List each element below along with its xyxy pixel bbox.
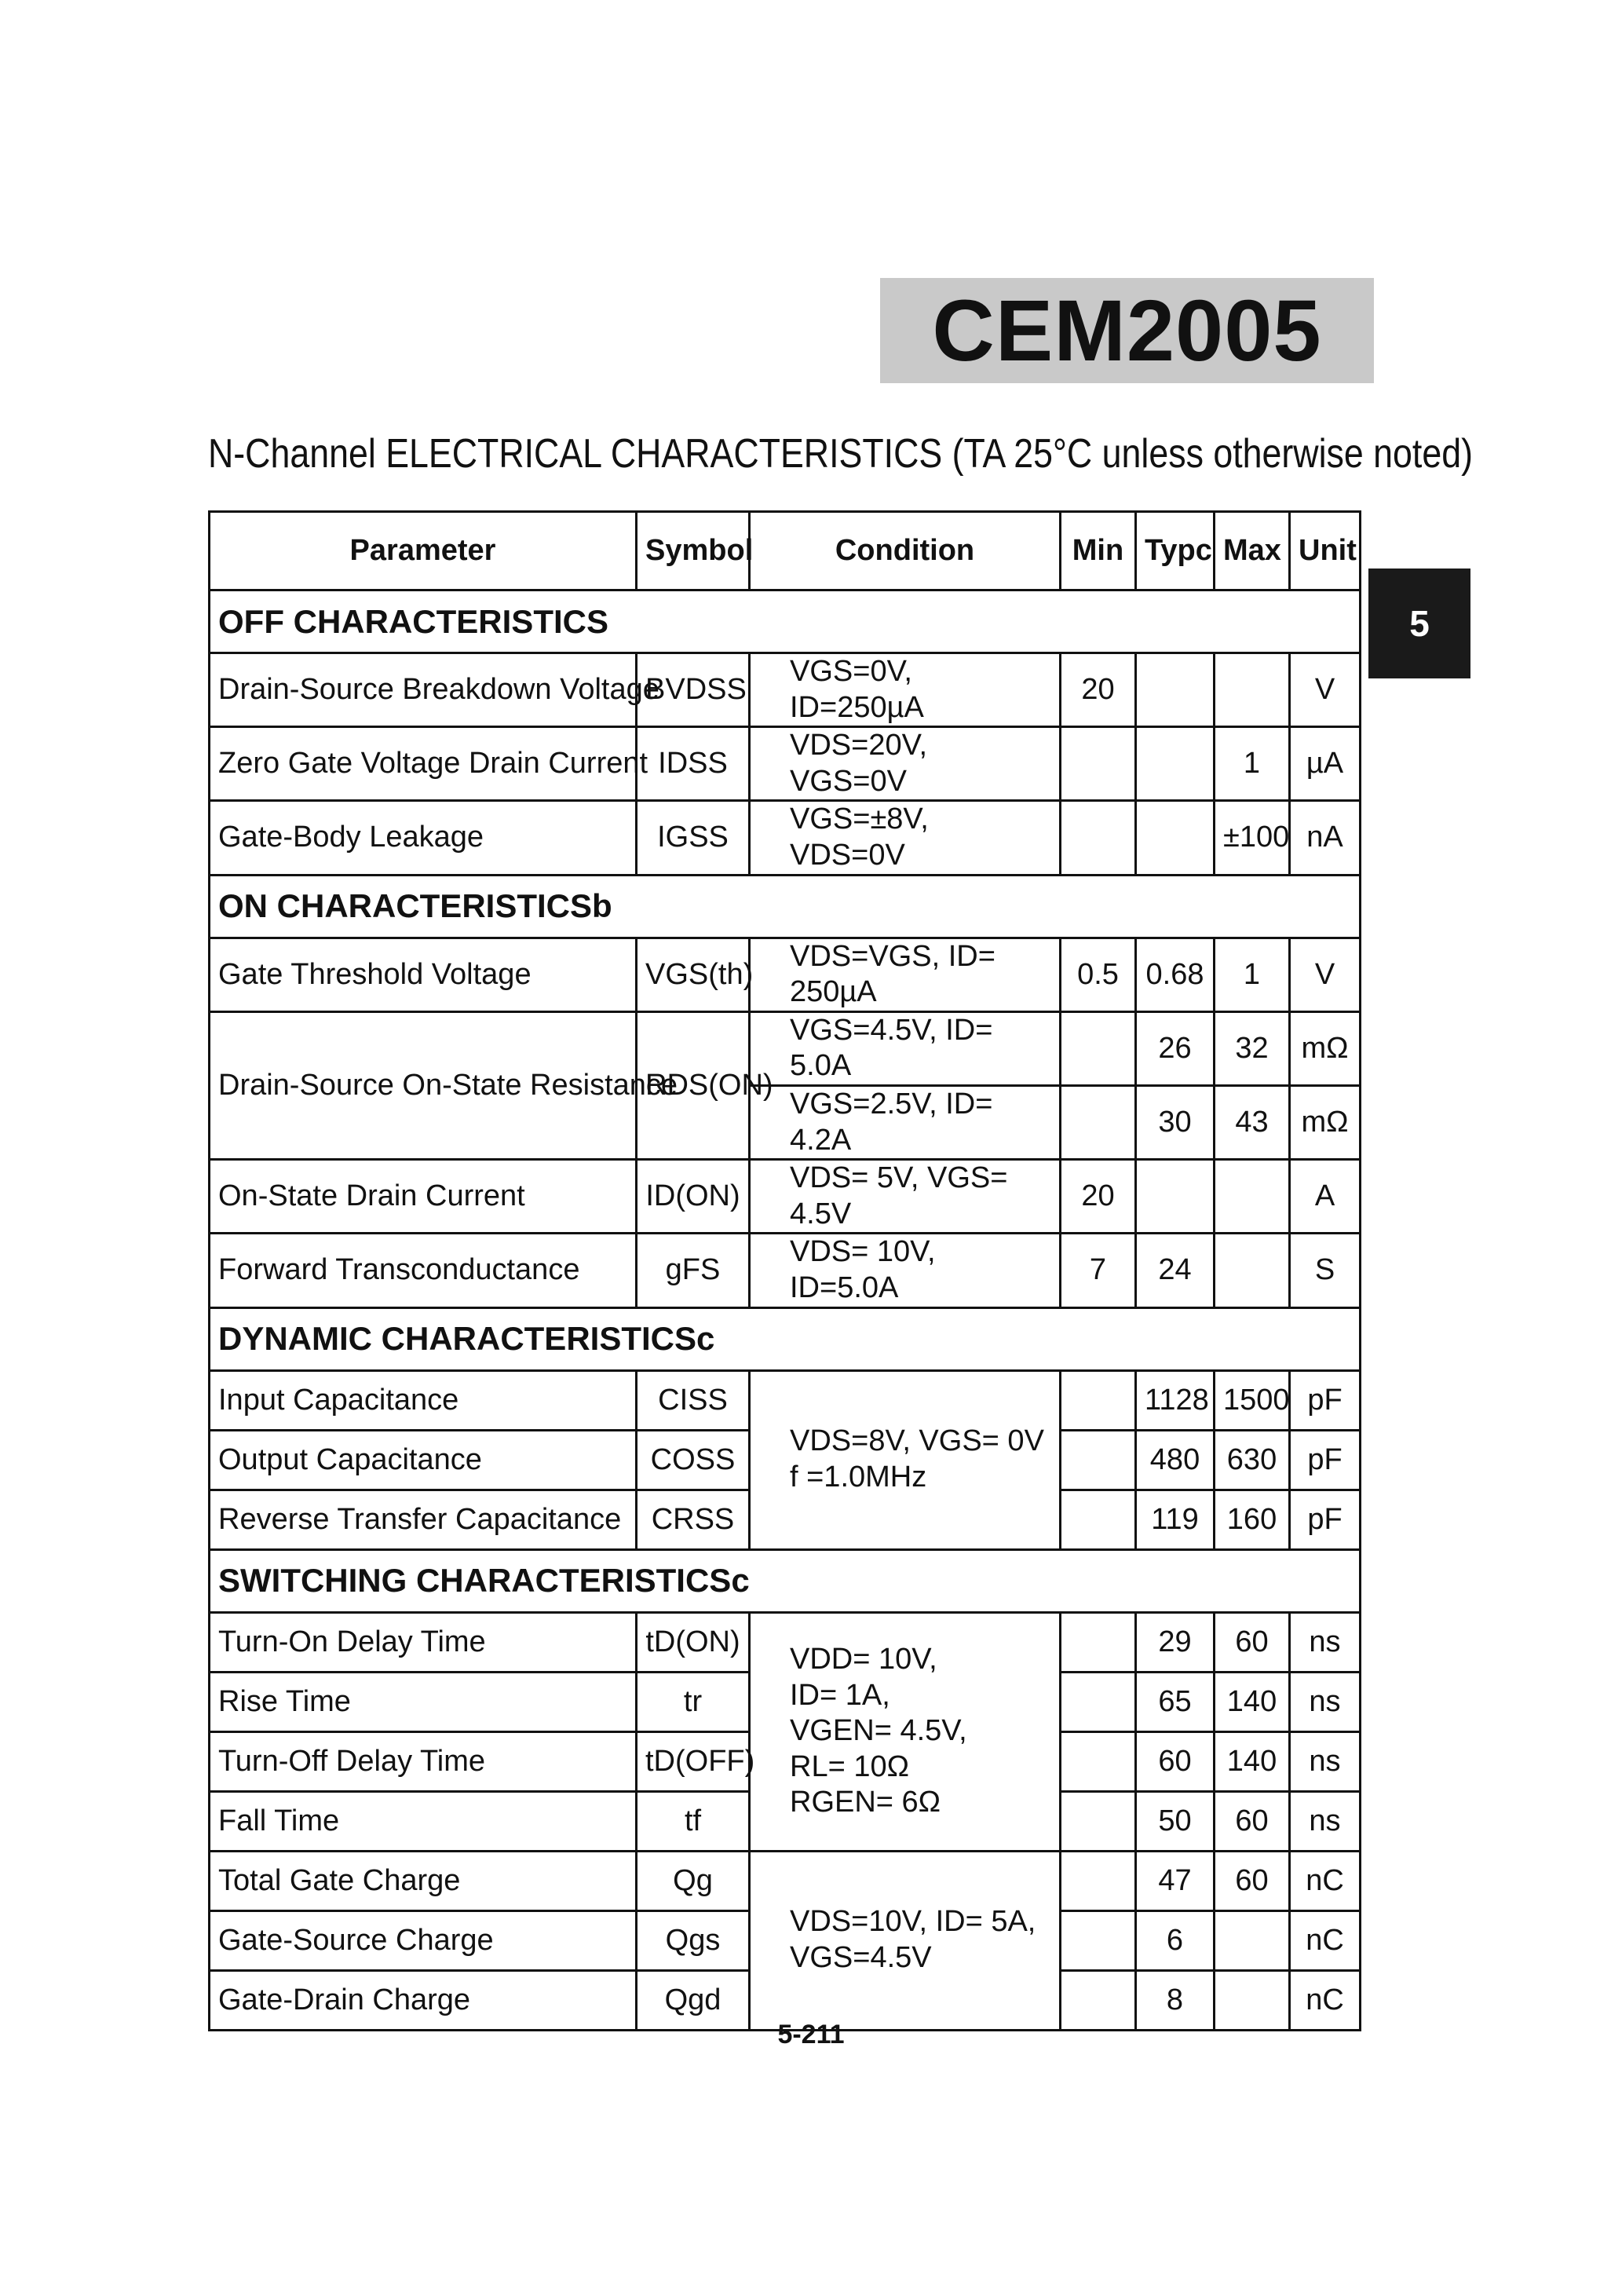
- unit-cell: S: [1290, 1234, 1361, 1307]
- typ-cell: 0.68: [1136, 938, 1215, 1011]
- typ-cell: 1128: [1136, 1370, 1215, 1430]
- unit-cell: ns: [1290, 1731, 1361, 1791]
- symbol-cell: RDS(ON): [637, 1011, 750, 1159]
- header-condition: Condition: [750, 512, 1061, 590]
- section-heading: N-Channel ELECTRICAL CHARACTERISTICS (TA 25°C unless otherwise noted): [208, 431, 1473, 477]
- param-cell: Gate-Body Leakage: [210, 801, 637, 875]
- max-cell: [1215, 1910, 1290, 1970]
- unit-cell: ns: [1290, 1612, 1361, 1672]
- section-row-off: [210, 590, 1361, 653]
- table-row: [210, 938, 1361, 1011]
- max-cell: 1500: [1215, 1370, 1290, 1430]
- min-cell: [1061, 1731, 1136, 1791]
- param-cell: Turn-Off Delay Time: [210, 1731, 637, 1791]
- unit-cell: nC: [1290, 1970, 1361, 2030]
- symbol-cell: CRSS: [637, 1490, 750, 1549]
- min-cell: [1061, 1612, 1136, 1672]
- max-cell: 60: [1215, 1851, 1290, 1910]
- unit-cell: nC: [1290, 1851, 1361, 1910]
- typ-cell: 60: [1136, 1731, 1215, 1791]
- param-cell: Gate-Source Charge: [210, 1910, 637, 1970]
- condition-cell: VDS=VGS, ID= 250µA: [750, 938, 1061, 1011]
- unit-cell: ns: [1290, 1672, 1361, 1731]
- symbol-cell: tr: [637, 1672, 750, 1731]
- typ-cell: [1136, 801, 1215, 875]
- typ-cell: 119: [1136, 1490, 1215, 1549]
- header-max: Max: [1215, 512, 1290, 590]
- condition-cell: VGS=4.5V, ID= 5.0A: [750, 1011, 1061, 1085]
- min-cell: [1061, 1851, 1136, 1910]
- param-cell: Output Capacitance: [210, 1430, 637, 1490]
- param-cell: Fall Time: [210, 1791, 637, 1851]
- symbol-cell: Qgd: [637, 1970, 750, 2030]
- condition-cell: VDS= 10V, ID=5.0A: [750, 1234, 1061, 1307]
- table-row: [210, 1234, 1361, 1307]
- condition-cell: VDS=8V, VGS= 0V f =1.0MHz: [750, 1370, 1061, 1549]
- header-symbol: Symbol: [637, 512, 750, 590]
- min-cell: [1061, 1370, 1136, 1430]
- electrical-characteristics-table: [208, 510, 1361, 2031]
- min-cell: 20: [1061, 1160, 1136, 1234]
- condition-cell: VGS=0V, ID=250µA: [750, 653, 1061, 727]
- symbol-cell: Qgs: [637, 1910, 750, 1970]
- condition-cell: VDD= 10V, ID= 1A, VGEN= 4.5V, RL= 10Ω RGEN= 6Ω: [750, 1612, 1061, 1851]
- table-row: [210, 1011, 1361, 1085]
- table-row: [210, 1370, 1361, 1430]
- max-cell: ±100: [1215, 801, 1290, 875]
- min-cell: [1061, 1672, 1136, 1731]
- typ-cell: 29: [1136, 1612, 1215, 1672]
- table-row: [210, 1160, 1361, 1234]
- condition-cell: VGS=2.5V, ID= 4.2A: [750, 1085, 1061, 1159]
- part-number-box: [880, 278, 1374, 383]
- condition-cell: VDS=10V, ID= 5A, VGS=4.5V: [750, 1851, 1061, 2030]
- param-cell: Drain-Source On-State Resistance: [210, 1011, 637, 1159]
- param-cell: Gate Threshold Voltage: [210, 938, 637, 1011]
- header-min: Min: [1061, 512, 1136, 590]
- symbol-cell: BVDSS: [637, 653, 750, 727]
- min-cell: 7: [1061, 1234, 1136, 1307]
- section-row-dynamic: [210, 1307, 1361, 1370]
- unit-cell: pF: [1290, 1370, 1361, 1430]
- typ-cell: 480: [1136, 1430, 1215, 1490]
- param-cell: Rise Time: [210, 1672, 637, 1731]
- typ-cell: 24: [1136, 1234, 1215, 1307]
- unit-cell: mΩ: [1290, 1085, 1361, 1159]
- symbol-cell: COSS: [637, 1430, 750, 1490]
- min-cell: 20: [1061, 653, 1136, 727]
- param-cell: Drain-Source Breakdown Voltage: [210, 653, 637, 727]
- symbol-cell: IGSS: [637, 801, 750, 875]
- table-row: [210, 801, 1361, 875]
- symbol-cell: ID(ON): [637, 1160, 750, 1234]
- condition-cell: VGS=±8V, VDS=0V: [750, 801, 1061, 875]
- unit-cell: V: [1290, 653, 1361, 727]
- max-cell: [1215, 653, 1290, 727]
- symbol-cell: gFS: [637, 1234, 750, 1307]
- max-cell: 140: [1215, 1731, 1290, 1791]
- typ-cell: [1136, 653, 1215, 727]
- unit-cell: pF: [1290, 1490, 1361, 1549]
- min-cell: 0.5: [1061, 938, 1136, 1011]
- min-cell: [1061, 727, 1136, 801]
- max-cell: 60: [1215, 1612, 1290, 1672]
- param-cell: Gate-Drain Charge: [210, 1970, 637, 2030]
- section-label-off: OFF CHARACTERISTICS: [210, 590, 1361, 653]
- param-cell: Reverse Transfer Capacitance: [210, 1490, 637, 1549]
- typ-cell: 6: [1136, 1910, 1215, 1970]
- max-cell: 60: [1215, 1791, 1290, 1851]
- min-cell: [1061, 1085, 1136, 1159]
- symbol-cell: IDSS: [637, 727, 750, 801]
- header-unit: Unit: [1290, 512, 1361, 590]
- max-cell: 630: [1215, 1430, 1290, 1490]
- param-cell: Total Gate Charge: [210, 1851, 637, 1910]
- section-label-dynamic: DYNAMIC CHARACTERISTICSc: [210, 1307, 1361, 1370]
- unit-cell: V: [1290, 938, 1361, 1011]
- typ-cell: 47: [1136, 1851, 1215, 1910]
- table-row: [210, 1612, 1361, 1672]
- typ-cell: 8: [1136, 1970, 1215, 2030]
- typ-cell: [1136, 727, 1215, 801]
- typ-cell: [1136, 1160, 1215, 1234]
- symbol-cell: CISS: [637, 1370, 750, 1430]
- symbol-cell: tf: [637, 1791, 750, 1851]
- typ-cell: 50: [1136, 1791, 1215, 1851]
- max-cell: 32: [1215, 1011, 1290, 1085]
- section-row-switching: [210, 1549, 1361, 1612]
- unit-cell: mΩ: [1290, 1011, 1361, 1085]
- symbol-cell: tD(ON): [637, 1612, 750, 1672]
- min-cell: [1061, 1791, 1136, 1851]
- min-cell: [1061, 1490, 1136, 1549]
- table-row: [210, 1851, 1361, 1910]
- section-label-switching: SWITCHING CHARACTERISTICSc: [210, 1549, 1361, 1612]
- condition-cell: VDS= 5V, VGS= 4.5V: [750, 1160, 1061, 1234]
- symbol-cell: Qg: [637, 1851, 750, 1910]
- section-row-on: [210, 875, 1361, 938]
- header-parameter: Parameter: [210, 512, 637, 590]
- unit-cell: nA: [1290, 801, 1361, 875]
- part-number-title: CEM2005: [932, 282, 1322, 379]
- min-cell: [1061, 801, 1136, 875]
- section-tab: [1368, 569, 1470, 678]
- param-cell: Zero Gate Voltage Drain Current: [210, 727, 637, 801]
- condition-cell: VDS=20V, VGS=0V: [750, 727, 1061, 801]
- max-cell: 160: [1215, 1490, 1290, 1549]
- typ-cell: 65: [1136, 1672, 1215, 1731]
- min-cell: [1061, 1430, 1136, 1490]
- param-cell: Forward Transconductance: [210, 1234, 637, 1307]
- unit-cell: µA: [1290, 727, 1361, 801]
- section-label-on: ON CHARACTERISTICSb: [210, 875, 1361, 938]
- unit-cell: ns: [1290, 1791, 1361, 1851]
- max-cell: [1215, 1234, 1290, 1307]
- typ-cell: 30: [1136, 1085, 1215, 1159]
- min-cell: [1061, 1011, 1136, 1085]
- unit-cell: A: [1290, 1160, 1361, 1234]
- param-cell: On-State Drain Current: [210, 1160, 637, 1234]
- min-cell: [1061, 1910, 1136, 1970]
- unit-cell: nC: [1290, 1910, 1361, 1970]
- header-row: [210, 512, 1361, 590]
- symbol-cell: VGS(th): [637, 938, 750, 1011]
- header-typ: Typc: [1136, 512, 1215, 590]
- param-cell: Turn-On Delay Time: [210, 1612, 637, 1672]
- page-number: 5-211: [777, 2020, 845, 2049]
- unit-cell: pF: [1290, 1430, 1361, 1490]
- param-cell: Input Capacitance: [210, 1370, 637, 1430]
- section-tab-number: 5: [1409, 603, 1430, 644]
- max-cell: 43: [1215, 1085, 1290, 1159]
- max-cell: [1215, 1160, 1290, 1234]
- max-cell: 1: [1215, 727, 1290, 801]
- symbol-cell: tD(OFF): [637, 1731, 750, 1791]
- typ-cell: 26: [1136, 1011, 1215, 1085]
- table-row: [210, 727, 1361, 801]
- max-cell: 1: [1215, 938, 1290, 1011]
- max-cell: 140: [1215, 1672, 1290, 1731]
- table-row: [210, 653, 1361, 727]
